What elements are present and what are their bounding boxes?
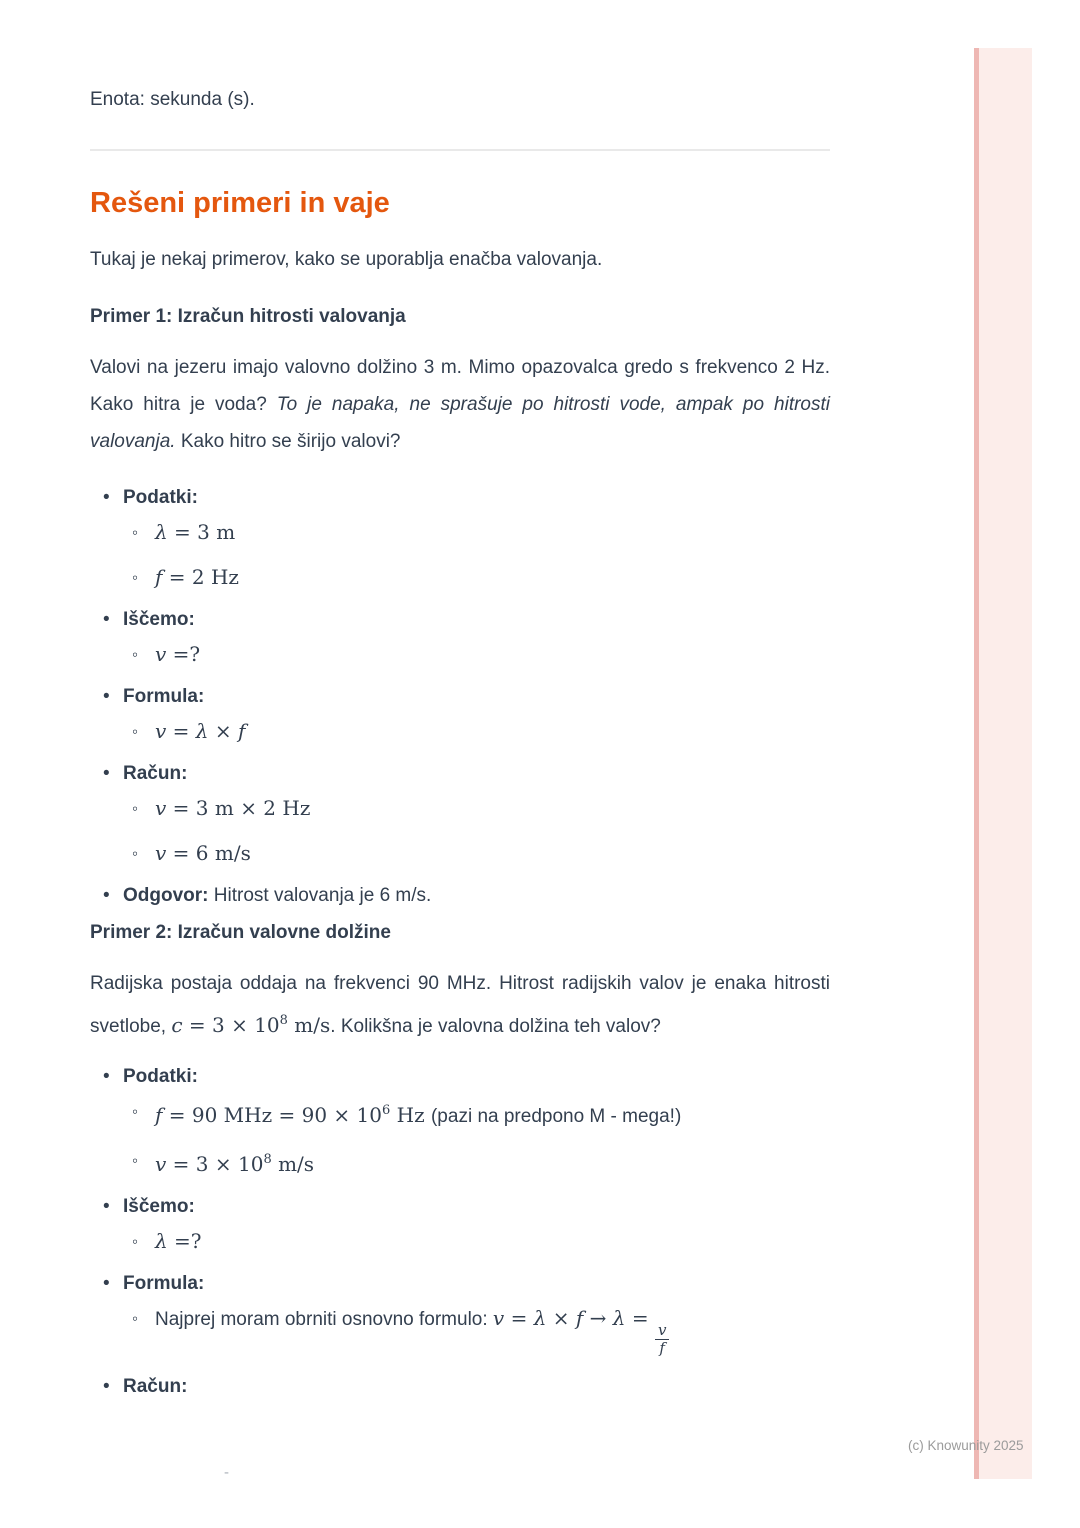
primer1-formula bbox=[90, 687, 830, 745]
formula-label: Formula: bbox=[123, 686, 205, 707]
primer2-podatki bbox=[90, 1067, 830, 1178]
primer1-iscemo-sublist bbox=[123, 642, 830, 668]
primer1-racun-sublist bbox=[123, 796, 830, 867]
iscemo-label: Iščemo: bbox=[123, 609, 195, 630]
math-line: ◦ v = λ × f bbox=[123, 719, 830, 745]
math-line: ◦ f = 2 Hz bbox=[123, 565, 830, 591]
primer2-iscemo-sublist bbox=[123, 1229, 830, 1255]
primer2-heading: Primer 2: Izračun valovne dolžine bbox=[90, 922, 391, 943]
racun-label: Račun: bbox=[123, 763, 188, 784]
primer1-odgovor bbox=[90, 886, 830, 906]
podatki-label: Podatki: bbox=[123, 1066, 198, 1087]
primer2-formula-sublist bbox=[123, 1306, 830, 1358]
primer2-formula bbox=[90, 1274, 830, 1358]
section-divider bbox=[90, 149, 830, 151]
primer1-iscemo bbox=[90, 610, 830, 668]
cutoff-formula-fragment: - bbox=[224, 1464, 229, 1481]
primer2-racun bbox=[90, 1377, 830, 1397]
iscemo-label: Iščemo: bbox=[123, 1196, 195, 1217]
right-accent-bar bbox=[974, 48, 1032, 1479]
section-lead: Tukaj je nekaj primerov, kako se uporablja enačba valovanja. bbox=[90, 249, 603, 270]
math-line: ◦ Najprej moram obrniti osnovno formulo: v = λ × f → λ = $\frac{v}{f}$ bbox=[123, 1306, 830, 1358]
primer1-problem: Valovi na jezeru imajo valovno dolžino 3 m. Mimo opazovalca gredo s frekvenco 2 Hz. Kako hitra je voda? To je napaka, ne sprašuje po hitrosti vode, ampak po hitrosti valovanja. Kako hitro se širijo valovi? bbox=[90, 357, 830, 452]
page-content bbox=[90, 88, 830, 1409]
primer1-racun bbox=[90, 764, 830, 867]
section-title: Rešeni primeri in vaje bbox=[90, 187, 390, 219]
math-line: ◦ λ = 3 m bbox=[123, 520, 830, 546]
copyright-footer: (c) Knowunity 2025 bbox=[908, 1438, 1024, 1453]
odgovor-text: Hitrost valovanja je 6 m/s. bbox=[208, 885, 432, 906]
primer2-iscemo bbox=[90, 1197, 830, 1255]
racun-label: Račun: bbox=[123, 1375, 188, 1397]
primer1-formula-sublist bbox=[123, 719, 830, 745]
unit-note: Enota: sekunda (s). bbox=[90, 89, 255, 110]
math-line: ◦ v = 3 m × 2 Hz bbox=[123, 796, 830, 822]
primer2-podatki-sublist bbox=[123, 1099, 830, 1178]
primer1-podatki-sublist bbox=[123, 520, 830, 591]
formula-label: Formula: bbox=[123, 1273, 205, 1294]
podatki-label: Podatki: bbox=[123, 487, 198, 508]
math-line: ◦ λ =? bbox=[123, 1229, 830, 1255]
primer2-list bbox=[90, 1067, 830, 1397]
primer1-list bbox=[90, 488, 830, 906]
primer2-problem: Radijska postaja oddaja na frekvenci 90 MHz. Hitrost radijskih valov je enaka hitrosti svetlobe, $c = 3 \times 10^8$ m/s. Kolikšna je valovna dolžina teh valov? bbox=[90, 973, 830, 1037]
primer1-podatki bbox=[90, 488, 830, 591]
primer1-heading: Primer 1: Izračun hitrosti valovanja bbox=[90, 306, 406, 327]
odgovor-label: Odgovor: bbox=[123, 885, 209, 906]
math-line: ◦ v =? bbox=[123, 642, 830, 668]
math-line: ◦ v = 6 m/s bbox=[123, 841, 830, 867]
math-line: ◦ $v = 3 \times 10^8$ m/s bbox=[123, 1148, 830, 1178]
math-line: ◦ f = 90 MHz = $90 \times 10^6$ Hz (pazi na predpono M - mega!) bbox=[123, 1099, 830, 1129]
